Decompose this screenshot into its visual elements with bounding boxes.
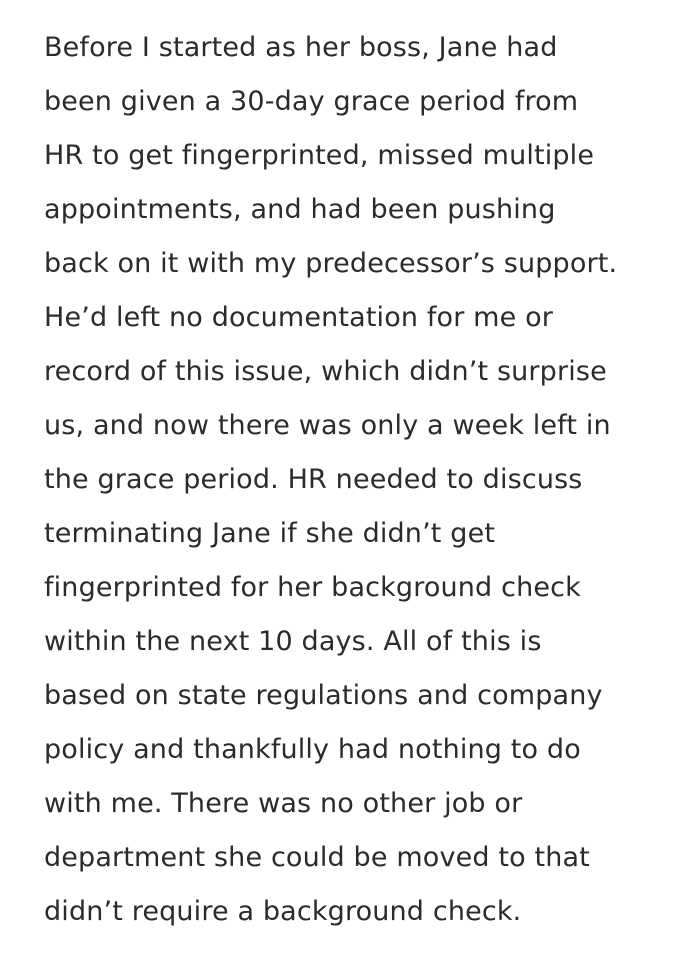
story-line: HR to get fingerprinted, missed multiple bbox=[44, 140, 595, 171]
story-line: back on it with my predecessor’s support. bbox=[44, 248, 618, 279]
story-paragraph bbox=[44, 21, 684, 939]
story-line: record of this issue, which didn’t surprise bbox=[44, 356, 607, 387]
story-line: policy and thankfully had nothing to do bbox=[44, 734, 581, 765]
story-line: fingerprinted for her background check bbox=[44, 572, 581, 603]
story-line: appointments, and had been pushing bbox=[44, 194, 556, 225]
story-line: based on state regulations and company bbox=[44, 680, 603, 711]
story-line: been given a 30-day grace period from bbox=[44, 86, 579, 117]
story-line: department she could be moved to that bbox=[44, 842, 590, 873]
story-line: us, and now there was only a week left in bbox=[44, 410, 611, 441]
story-line: within the next 10 days. All of this is bbox=[44, 626, 542, 657]
story-line: with me. There was no other job or bbox=[44, 788, 523, 819]
story-line: didn’t require a background check. bbox=[44, 896, 522, 927]
story-line: the grace period. HR needed to discuss bbox=[44, 464, 583, 495]
story-line: He’d left no documentation for me or bbox=[44, 302, 554, 333]
story-line: terminating Jane if she didn’t get bbox=[44, 518, 496, 549]
story-line: Before I started as her boss, Jane had bbox=[44, 32, 558, 63]
